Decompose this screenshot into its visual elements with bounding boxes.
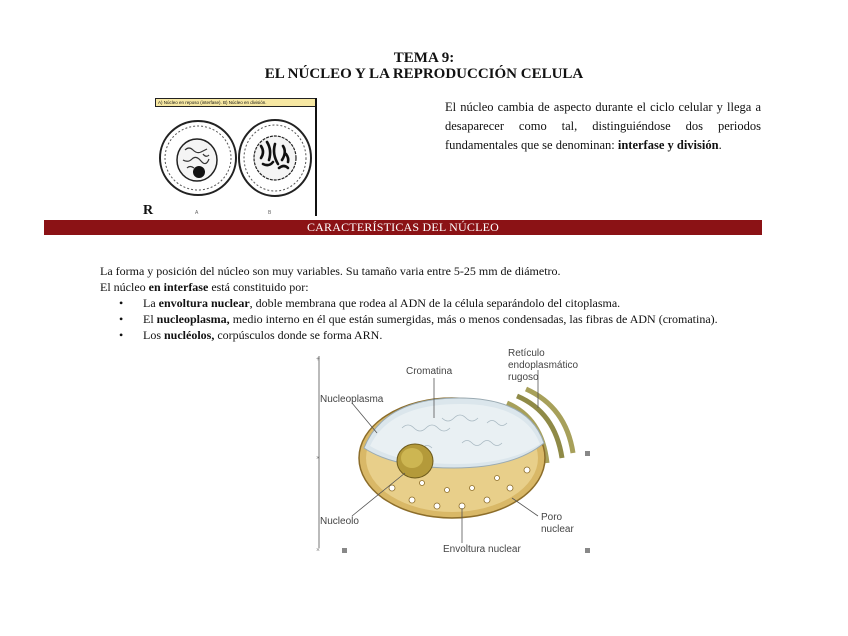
nucleus-stages-figure (155, 98, 316, 216)
stray-letter: R (143, 203, 154, 218)
intro-paragraph (445, 98, 761, 155)
bullet-icon: • (119, 312, 124, 326)
label-nucleolo: Nucleolo (320, 516, 359, 527)
label-reticulo: Retículo endoplasmático rugoso (508, 348, 579, 383)
bullet-icon: • (119, 296, 124, 310)
label-nucleoplasma: Nucleoplasma (320, 394, 384, 405)
label-poro: Poro nuclear (541, 512, 574, 535)
svg-text:×: × (316, 454, 320, 462)
label-cromatina: Cromatina (406, 366, 453, 377)
list-item: • El nucleoplasma, medio interno en él que están sumergidas, más o menos condensadas, las fibras de ADN (cromatina). (119, 312, 718, 326)
list-item: • Los nucléolos, corpúsculos donde se forma ARN. (119, 328, 383, 342)
components-list (100, 295, 800, 343)
body-line-2: El núcleo en interfase está constituido por: (100, 280, 309, 294)
intro-text: El núcleo cambia de aspecto durante el ciclo celular y llega a desaparecer como tal, distinguiéndose dos periodos fundamentales que se denominan: (445, 100, 761, 152)
nucleus-diagram (312, 348, 602, 558)
intro-bold: interfase y división (617, 138, 719, 152)
page-title-line2: EL NÚCLEO Y LA REPRODUCCIÓN CELULA (264, 66, 584, 82)
nucleus-stages-drawing (155, 98, 316, 216)
section-banner: CARACTERÍSTICAS DEL NÚCLEO (44, 220, 762, 235)
figure-caption: A) Núcleo en reposo (interfase). B) Núcleo en división. (155, 98, 316, 107)
bullet-icon: • (119, 328, 124, 342)
intro-end: . (718, 138, 722, 152)
svg-text:+: + (316, 355, 320, 363)
body-text (100, 263, 800, 343)
label-envoltura: Envoltura nuclear (443, 544, 521, 555)
figure-frame-edge (315, 98, 317, 216)
figure-label-b: B (268, 210, 272, 216)
list-item: • La envoltura nuclear, doble membrana que rodea al ADN de la célula separándolo del citoplasma. (119, 296, 621, 310)
figure-label-a: A (195, 210, 199, 216)
svg-text:×: × (316, 546, 320, 554)
page-title-line1: TEMA 9: (393, 50, 455, 66)
body-line-1: La forma y posición del núcleo son muy variables. Su tamaño varia entre 5-25 mm de diámetro. (100, 264, 561, 278)
